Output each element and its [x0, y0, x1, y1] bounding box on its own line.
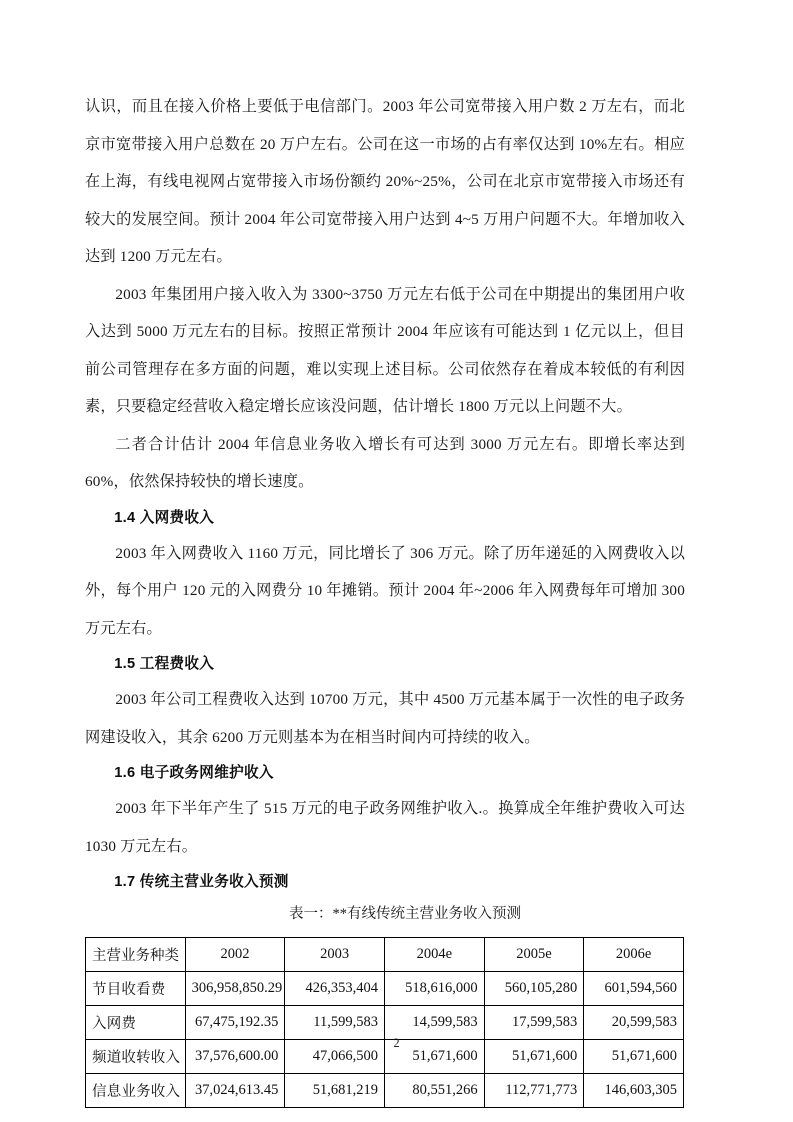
table-cell-value: 51,681,219 [285, 1074, 385, 1108]
table-cell-value: 47,066,500 [285, 1040, 385, 1074]
table-cell-value: 14,599,583 [384, 1006, 484, 1040]
table-header-row [86, 938, 684, 972]
table-cell-value: 37,576,600.00 [185, 1040, 285, 1074]
table-header-cell-2002: 2002 [185, 938, 285, 972]
table-header-cell-2005e: 2005e [484, 938, 584, 972]
table-row-label: 信息业务收入 [86, 1074, 186, 1108]
table-cell-value: 112,771,773 [484, 1074, 584, 1108]
table-header-cell-2004e: 2004e [384, 938, 484, 972]
page-number: 2 [393, 1036, 400, 1050]
paragraph-combined-estimate: 二者合计估计 2004 年信息业务收入增长有可达到 3000 万元左右。即增长率达到 60%，依然保持较快的增长速度。 [85, 435, 685, 490]
table-cell-value: 426,353,404 [285, 972, 385, 1006]
table-row [86, 972, 684, 1006]
section-heading-1-6: 1.6 电子政务网维护收入 [114, 765, 274, 781]
table-cell-value: 80,551,266 [384, 1074, 484, 1108]
table-header-cell-2003: 2003 [285, 938, 385, 972]
page-content [85, 88, 685, 1108]
table-cell-value: 51,671,600 [484, 1040, 584, 1074]
table-cell-value: 146,603,305 [584, 1074, 684, 1108]
table-cell-value: 67,475,192.35 [185, 1006, 285, 1040]
table-caption: 表一：**有线传统主营业务收入预测 [289, 906, 521, 922]
table-cell-value: 306,958,850.29 [185, 972, 285, 1006]
table-cell-value: 51,671,600 [384, 1040, 484, 1074]
table-cell-value: 518,616,000 [384, 972, 484, 1006]
table-row [86, 1006, 684, 1040]
table-cell-value: 51,671,600 [584, 1040, 684, 1074]
table-cell-value: 20,599,583 [584, 1006, 684, 1040]
section-heading-1-5: 1.5 工程费收入 [114, 656, 215, 672]
paragraph-broadband-access: 认识，而且在接入价格上要低于电信部门。2003 年公司宽带接入用户数 2 万左右，而北京市宽带接入用户总数在 20 万户左右。公司在这一市场的占有率仅达到 10%左右。相应在上海，有线电视网占宽带接入市场份额约 20%~25%，公司在北京市宽带接入市场还有较大的发展空间。预计 2004 年公司宽带接入用户达到 4~5 万用户问题不大。年增加收入达到 1200 万元左右。 [85, 98, 685, 265]
table-cell-value: 560,105,280 [484, 972, 584, 1006]
table-row-label: 频道收转收入 [86, 1040, 186, 1074]
paragraph-group-user-income: 2003 年集团用户接入收入为 3300~3750 万元左右低于公司在中期提出的集团用户收入达到 5000 万元左右的目标。按照正常预计 2004 年应该有可能达到 1 亿元以上，但目前公司管理存在多方面的问题，难以实现上述目标。公司依然存在着成本较低的有利因素，只要稳定经营收入稳定增长应该没问题，估计增长 1800 万元以上问题不大。 [85, 285, 685, 415]
table-header-cell-category: 主营业务种类 [86, 938, 186, 972]
table-header-cell-2006e: 2006e [584, 938, 684, 972]
paragraph-section-1-5: 2003 年公司工程费收入达到 10700 万元，其中 4500 万元基本属于一次性的电子政务网建设收入，其余 6200 万元则基本为在相当时间内可持续的收入。 [85, 691, 685, 746]
table-cell-value: 37,024,613.45 [185, 1074, 285, 1108]
section-heading-1-7: 1.7 传统主营业务收入预测 [114, 874, 289, 890]
paragraph-section-1-6: 2003 年下半年产生了 515 万元的电子政务网维护收入.。换算成全年维护费收入可达 1030 万元左右。 [85, 800, 685, 855]
table-row-label: 入网费 [86, 1006, 186, 1040]
table-row [86, 1074, 684, 1108]
table-cell-value: 601,594,560 [584, 972, 684, 1006]
paragraph-section-1-4: 2003 年入网费收入 1160 万元，同比增长了 306 万元。除了历年递延的入网费收入以外，每个用户 120 元的入网费分 10 年摊销。预计 2004 年~2006 年入网费每年可增加 300 万元左右。 [85, 544, 685, 637]
revenue-forecast-table [85, 937, 684, 1108]
revenue-forecast-table-wrapper [85, 937, 685, 1108]
section-heading-1-4: 1.4 入网费收入 [114, 509, 215, 526]
table-row-label: 节目收看费 [86, 972, 186, 1006]
table-cell-value: 17,599,583 [484, 1006, 584, 1040]
table-cell-value: 11,599,583 [285, 1006, 385, 1040]
